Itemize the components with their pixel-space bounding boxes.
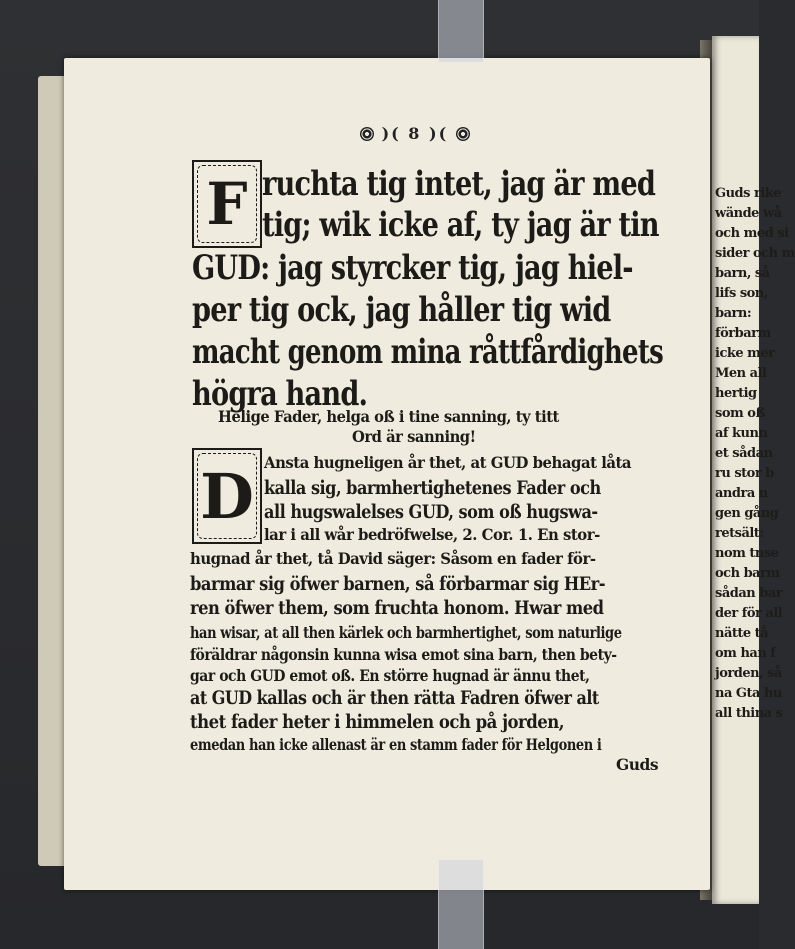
p2-line: emedan han icke allenast är en stamm fader för Helgonen i (190, 735, 602, 754)
facing-page-line: nätte tå (715, 626, 769, 641)
facing-page-line: förbarm (715, 326, 771, 341)
facing-page-line: icke mer (715, 346, 775, 361)
facing-page-line: all thina s (715, 706, 783, 721)
page-clip-top (438, 0, 484, 62)
facing-page-line: barn: (715, 306, 752, 321)
facing-page-line: om han f (715, 646, 776, 661)
p1-line: högra hand. (192, 374, 368, 414)
p2-line: Ansta hugneligen år thet, at GUD behagat låta (264, 453, 632, 472)
facing-page-line: gen gång (715, 506, 779, 521)
p1-line: tig; wik icke af, ty jag är tin (262, 205, 659, 245)
p1-line: per tig ock, jag håller tig wid (192, 290, 611, 330)
p2-line: gar och GUD emot oß. En större hugnad är ännu thet, (190, 666, 590, 685)
p2-line: hugnad år thet, tå David säger: Såsom en fader för- (190, 549, 596, 568)
facing-page-line: barn, så (715, 266, 770, 281)
facing-page-line: som oß (715, 406, 765, 421)
facing-page-line: nom tnse (715, 546, 779, 561)
facing-page-text (712, 184, 795, 724)
p1-line: macht genom mina råttfårdighets (192, 332, 663, 372)
facing-page-line: jorden, så (715, 666, 782, 681)
facing-page-line: der för all (715, 606, 783, 621)
p2-line: han wisar, at all then kärlek och barmhertighet, som naturlige (190, 623, 622, 642)
facing-page-line: sådan bar (715, 586, 783, 601)
facing-page-line: ru stor b (715, 466, 774, 481)
facing-page-line: wände wå (715, 206, 782, 221)
page-clip-bottom (438, 860, 484, 949)
page-header: )( 8 )( (360, 124, 470, 143)
facing-page-line: och barm (715, 566, 780, 581)
facing-page-line: af kunn (715, 426, 768, 441)
p2-line: kalla sig, barmhertighetenes Fader och (264, 477, 601, 499)
p2-line: lar i all wår bedröfwelse, 2. Cor. 1. En stor- (264, 525, 600, 544)
prayer-line: Helige Fader, helga oß i tine sanning, ty titt (218, 407, 559, 426)
facing-page-line: Men all (715, 366, 767, 381)
ornament-icon (360, 127, 374, 141)
facing-page-line: Guds rike (715, 186, 782, 201)
p2-line: ren öfwer them, som fruchta honom. Hwar med (190, 597, 604, 619)
facing-page-line: et sådan (715, 446, 773, 461)
facing-page-line: na Gta hu (715, 686, 782, 701)
facing-page-line: andra n (715, 486, 768, 501)
p2-line: barmar sig öfwer barnen, så förbarmar sig HEr- (190, 573, 606, 595)
facing-page (712, 36, 795, 904)
p2-line: all hugswalelses GUD, som oß hugswa- (264, 501, 598, 523)
facing-page-line: hertig (715, 386, 757, 401)
dropcap-d: D (192, 448, 262, 544)
prayer-line: Ord är sanning! (352, 427, 476, 446)
page-number: 8 (408, 124, 422, 143)
p2-line: Guds (616, 755, 659, 774)
p1-line: GUD: jag styrcker tig, jag hiel- (192, 248, 633, 288)
facing-page-line: sider och m (715, 246, 795, 261)
ornament-icon (456, 127, 470, 141)
facing-page-line: retsält: (715, 526, 764, 541)
p1-line: ruchta tig intet, jag är med (262, 164, 656, 204)
facing-page-line: och med si (715, 226, 789, 241)
p2-line: at GUD kallas och är then rätta Fadren öfwer alt (190, 687, 599, 709)
p2-line: thet fader heter i himmelen och på jorden, (190, 711, 565, 733)
dropcap-f: F (192, 160, 262, 248)
p2-line: föräldrar någonsin kunna wisa emot sina barn, then bety- (190, 645, 617, 664)
facing-page-line: lifs son, (715, 286, 768, 301)
